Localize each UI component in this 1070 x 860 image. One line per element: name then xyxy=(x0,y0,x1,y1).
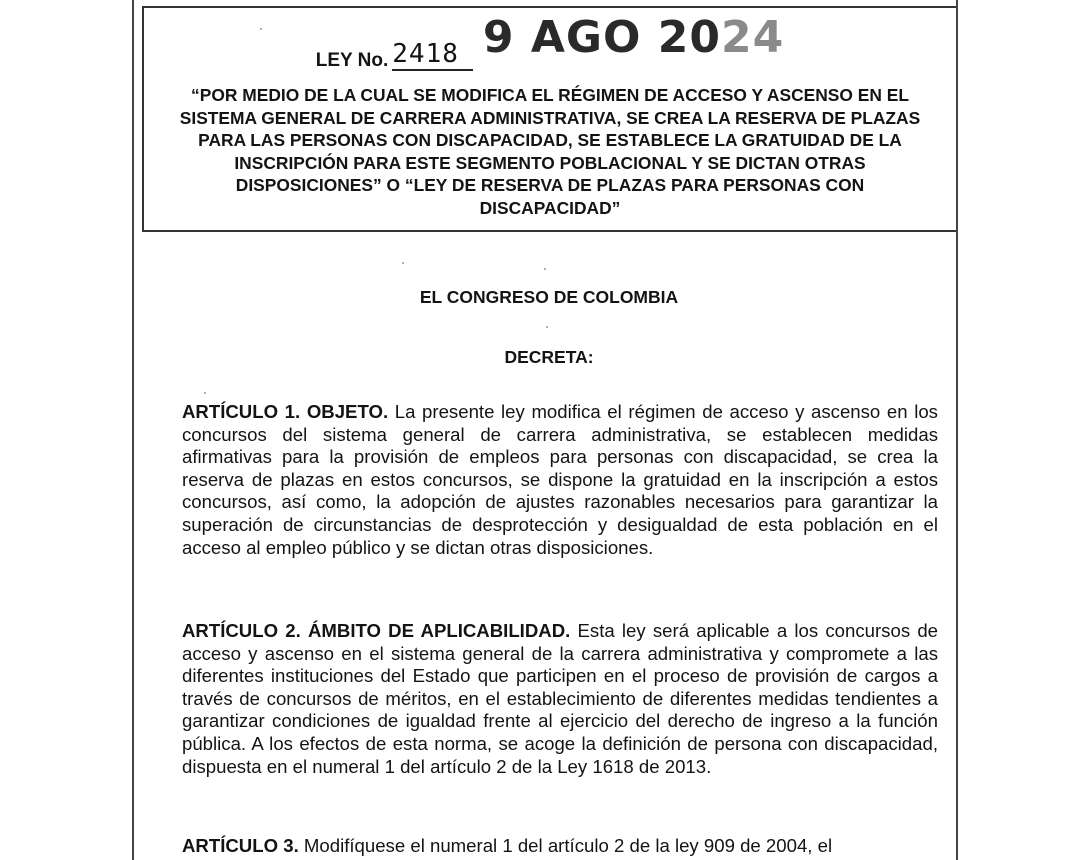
scan-speck xyxy=(546,326,548,328)
issuer-heading: EL CONGRESO DE COLOMBIA xyxy=(419,287,679,307)
scan-speck xyxy=(544,268,546,270)
article-2-heading: ARTÍCULO 2. ÁMBITO DE APLICABILIDAD. xyxy=(182,620,571,641)
article-1 xyxy=(182,401,938,559)
article-3 xyxy=(182,835,938,858)
scan-speck xyxy=(402,262,404,264)
article-2-text: Esta ley será aplicable a los concursos de acceso y ascenso en el sistema general de la carrera administrativa y compromete a las diferentes instituciones del Estado que participen en el proceso de provisión de cargos a través de concursos de méritos, en el establecimiento de diferentes medidas tendientes a garantizar condiciones de igualdad frente al ejercicio del derecho de ingreso a la función pública. A los efectos de esta norma, se acoge la definición de persona con discapacidad, dispuesta en el numeral 1 del artículo 2 de la Ley 1618 de 2013. xyxy=(182,620,939,777)
law-header-box xyxy=(142,6,956,232)
article-1-heading: ARTÍCULO 1. OBJETO. xyxy=(182,401,389,422)
article-3-text: Modifíquese el numeral 1 del artículo 2 de la ley 909 de 2004, el xyxy=(298,835,833,856)
article-3-heading: ARTÍCULO 3. xyxy=(182,835,299,856)
law-number-line xyxy=(144,12,956,77)
scan-speck xyxy=(204,392,206,394)
article-2 xyxy=(182,620,938,778)
law-number: 2418 xyxy=(392,39,473,71)
decree-heading: DECRETA: xyxy=(504,347,594,367)
law-title: “POR MEDIO DE LA CUAL SE MODIFICA EL RÉGIMEN DE ACCESO Y ASCENSO EN EL SISTEMA GENERAL DE CARRERA ADMINISTRATIVA, SE CREA LA RESERVA DE PLAZAS PARA LAS PERSONAS CON DISCAPACIDAD, SE ESTABLECE LA GRATUIDAD DE LA INSCRIPCIÓN PARA ESTE SEGMENTO POBLACIONAL Y SE DICTAN OTRAS DISPOSICIONES” O “LEY DE RESERVA DE PLAZAS PARA PERSONAS CON DISCAPACIDAD” xyxy=(179,85,921,218)
page-border-right xyxy=(956,0,958,860)
article-1-text: La presente ley modifica el régimen de acceso y ascenso en los concursos del sistema general de carrera administrativa, se establecen medidas afirmativas para la provisión de empleos para personas con discapacidad, se crea la reserva de plazas en estos concursos, se dispone la gratuidad en la inscripción a estos concursos, así como, la adopción de ajustes razonables necesarios para garantizar la superación de circunstancias de desprotección y desigualdad de esta población en el acceso al empleo público y se dictan otras disposiciones. xyxy=(182,401,938,558)
page-border-left xyxy=(132,0,134,860)
date-stamp xyxy=(483,12,784,63)
date-stamp-main: 9 AGO 20 xyxy=(482,12,721,63)
date-stamp-tail: 24 xyxy=(720,12,785,63)
law-label: LEY No. xyxy=(315,50,389,71)
scan-speck xyxy=(260,28,262,30)
